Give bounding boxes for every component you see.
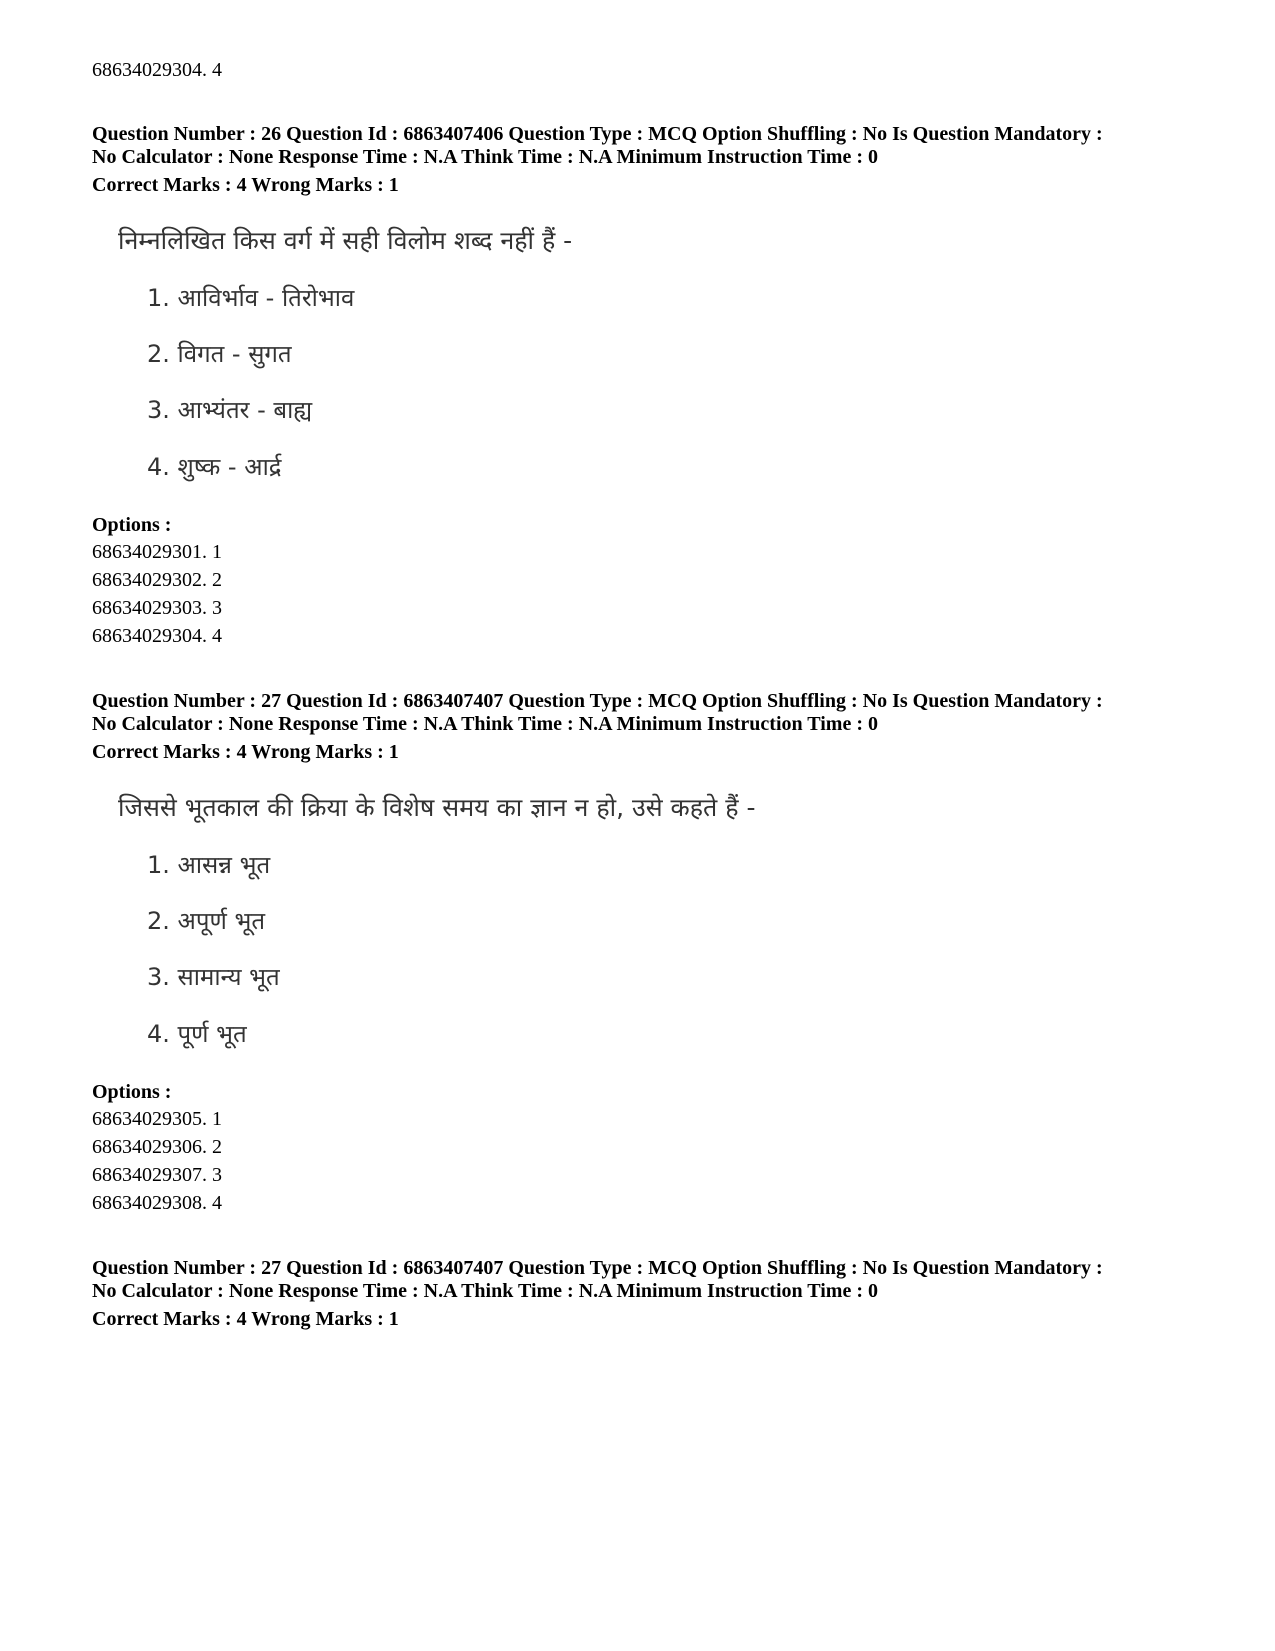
option-id-1: 68634029301. 1 [92, 541, 222, 563]
carryover-option: 68634029304. 4 [92, 59, 222, 81]
question-header-line1: Question Number : 26 Question Id : 6863407406 Question Type : MCQ Option Shuffling : No Is Question Mandatory : [92, 123, 1103, 145]
question-marks: Correct Marks : 4 Wrong Marks : 1 [92, 741, 399, 763]
option-id-4: 68634029308. 4 [92, 1192, 222, 1214]
question-choice-4: 4. पूर्ण भूत [147, 1020, 247, 1048]
option-id-1: 68634029305. 1 [92, 1108, 222, 1130]
question-choice-3: 3. आभ्यंतर - बाह्य [147, 396, 313, 424]
question-choice-2: 2. अपूर्ण भूत [147, 907, 266, 935]
question-header-line2: No Calculator : None Response Time : N.A Think Time : N.A Minimum Instruction Time : 0 [92, 713, 878, 735]
options-label: Options : [92, 514, 172, 536]
option-id-3: 68634029303. 3 [92, 597, 222, 619]
question-stem: जिससे भूतकाल की क्रिया के विशेष समय का ज्ञान न हो, उसे कहते हैं - [118, 793, 756, 822]
question-header-line2: No Calculator : None Response Time : N.A Think Time : N.A Minimum Instruction Time : 0 [92, 146, 878, 168]
question-choice-2: 2. विगत - सुगत [147, 340, 292, 368]
question-marks: Correct Marks : 4 Wrong Marks : 1 [92, 174, 399, 196]
option-id-2: 68634029302. 2 [92, 569, 222, 591]
option-id-3: 68634029307. 3 [92, 1164, 222, 1186]
option-id-2: 68634029306. 2 [92, 1136, 222, 1158]
question-choice-1: 1. आविर्भाव - तिरोभाव [147, 284, 355, 312]
question-stem: निम्नलिखित किस वर्ग में सही विलोम शब्द नहीं हैं - [118, 226, 573, 255]
question-choice-4: 4. शुष्क - आर्द्र [147, 453, 282, 481]
question-marks: Correct Marks : 4 Wrong Marks : 1 [92, 1308, 399, 1330]
option-id-4: 68634029304. 4 [92, 625, 222, 647]
question-header-line2: No Calculator : None Response Time : N.A Think Time : N.A Minimum Instruction Time : 0 [92, 1280, 878, 1302]
question-header-line1: Question Number : 27 Question Id : 6863407407 Question Type : MCQ Option Shuffling : No Is Question Mandatory : [92, 690, 1103, 712]
question-choice-1: 1. आसन्न भूत [147, 851, 271, 879]
question-choice-3: 3. सामान्य भूत [147, 963, 280, 991]
options-label: Options : [92, 1081, 172, 1103]
question-header-line1: Question Number : 27 Question Id : 6863407407 Question Type : MCQ Option Shuffling : No Is Question Mandatory : [92, 1257, 1103, 1279]
